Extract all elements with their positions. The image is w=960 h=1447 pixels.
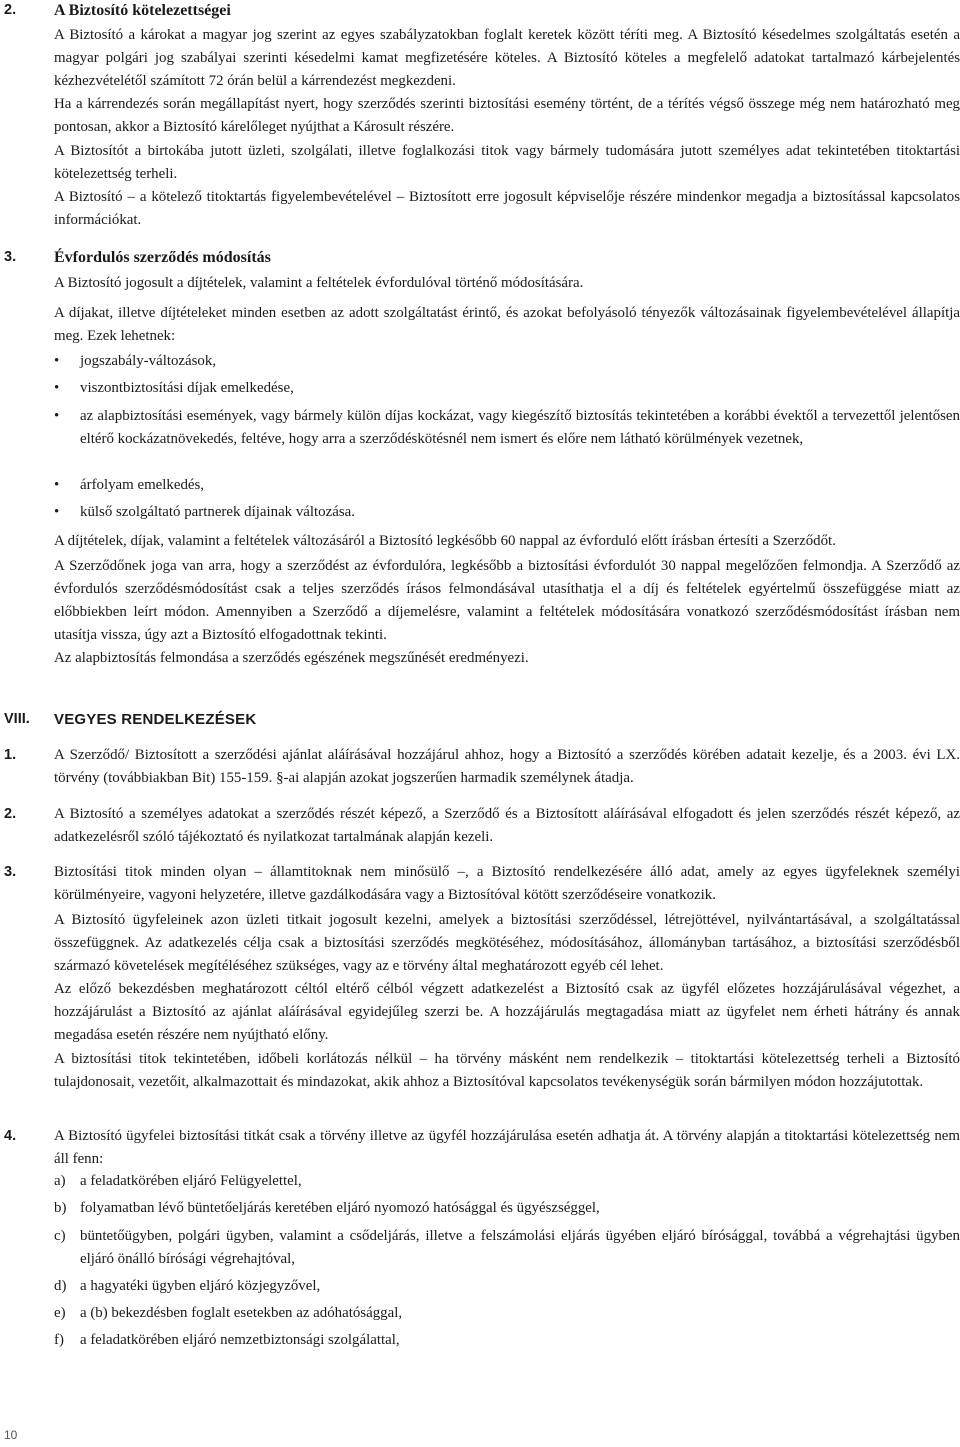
section-2-paragraph: A Biztosító – a kötelező titoktartás figyelembevételével – Biztosított erre jogosult képviselője részére mindenkor megadja a biztosítással kapcsolatos információkat. bbox=[54, 189, 960, 228]
list-item-text: árfolyam emelkedés, bbox=[80, 477, 205, 493]
list-item-text: külső szolgáltató partnerek díjainak változása. bbox=[80, 504, 355, 520]
list-item-label: f) bbox=[54, 1332, 64, 1348]
item-2-paragraph: A Biztosító a személyes adatokat a szerződés részét képező, a Szerződő és a Biztosított aláírásával elfogadott és jelen szerződés részét képező, az adatkezelésről szóló tájékoztató és nyilatkozat tartalmának alapján kezeli. bbox=[54, 806, 960, 845]
bullet-icon: • bbox=[54, 477, 60, 493]
bullet-icon: • bbox=[54, 408, 60, 424]
section-3-paragraph: A Biztosító jogosult a díjtételek, valamint a feltételek évfordulóval történő módosítására. bbox=[54, 275, 584, 291]
list-item-text: az alapbiztosítási események, vagy bármely külön díjas kockázat, vagy kiegészítő biztosítás tekintetében a korábbi évektől a tervezettől jelentősen eltérő kockázatnövekedés, feltéve, hogy arra a szerződéskötésnél nem ismert és előre nem látható körülmények vezetnek, bbox=[80, 408, 960, 447]
item-1-number: 1. bbox=[4, 747, 17, 763]
list-item-label: b) bbox=[54, 1200, 67, 1216]
section-3-paragraph: A Szerződőnek joga van arra, hogy a szerződést az évfordulóra, legkésőbb a biztosítási évfordulót 30 nappal megelőzően felmondja. A Szerződő az évfordulós szerződésmódosítást csak a teljes szerződés írásos felmondásával utasíthatja el a díj és feltételek egyértelmű összefüggése miatt az előbbiekben leírt módon. Amennyiben a Szerződő a díjemelésre, valamint a feltételek módosítására vonatkozó szerződésmódosítást írásban nem utasítja vissza, úgy azt a Biztosító elfogadottnak tekinti. bbox=[54, 558, 960, 643]
section-2-paragraph: A Biztosítót a birtokába jutott üzleti, szolgálati, illetve foglalkozási titok vagy bármely tudomására jutott személyes adat tekintetében titoktartási kötelezettség terheli. bbox=[54, 143, 960, 182]
bullet-icon: • bbox=[54, 380, 60, 396]
section-3-paragraph: A díjakat, illetve díjtételeket minden esetben az adott szolgáltatást érintő, és azokat befolyásoló tényezők változásainak figyelembevételével állapítja meg. Ezek lehetnek: bbox=[54, 305, 960, 344]
list-item-label: a) bbox=[54, 1173, 66, 1189]
item-1-paragraph: A Szerződő/ Biztosított a szerződési ajánlat aláírásával hozzájárul ahhoz, hogy a Biztosító a szerződés körében adatait kezelje, és a 2003. évi LX. törvény (továbbiakban Bit) 155-159. §-ai alapján azokat jogszerűen harmadik személynek átadja. bbox=[54, 747, 960, 786]
list-item-text: viszontbiztosítási díjak emelkedése, bbox=[80, 380, 294, 396]
item-4-number: 4. bbox=[4, 1128, 17, 1144]
section-2-number: 2. bbox=[4, 2, 17, 18]
section-2-paragraph: A Biztosító a károkat a magyar jog szerint az egyes szabályzatokban foglalt keretek között téríti meg. A Biztosító késedelmes szolgáltatás esetén a magyar polgári jog szabályai szerinti késedelmi kamat megfizetésére köteles. A Biztosító köteles a megfelelő adatokat tartalmazó kárbejelentés kézhezvételétől számított 72 órán belül a kárrendezést megkezdeni. bbox=[54, 27, 960, 89]
item-2-number: 2. bbox=[4, 806, 17, 822]
item-3-paragraph: Biztosítási titok minden olyan – államtitoknak nem minősülő –, a Biztosító rendelkezésére álló adat, amely az egyes ügyfeleknek személyi körülményeire, vagyoni helyzetére, illetve gazdálkodására vagy a Biztosítóval kötött szerződéseire vonatkozik. bbox=[54, 864, 960, 903]
chapter-viii-title: VEGYES RENDELKEZÉSEK bbox=[54, 711, 257, 728]
section-2-paragraph: Ha a kárrendezés során megállapítást nyert, hogy szerződés szerinti biztosítási esemény történt, de a térítés végső összege még nem határozható meg pontosan, akkor a Biztosító kárelőleget nyújthat a Károsult részére. bbox=[54, 96, 960, 135]
list-item-text: a feladatkörében eljáró nemzetbiztonsági szolgálattal, bbox=[80, 1332, 400, 1348]
section-2-title: A Biztosító kötelezettségei bbox=[54, 2, 231, 19]
list-item-label: c) bbox=[54, 1228, 66, 1244]
item-4-paragraph: A Biztosító ügyfelei biztosítási titkát csak a törvény illetve az ügyfél hozzájárulása esetén adhatja át. A törvény alapján a titoktartási kötelezettség nem áll fenn: bbox=[54, 1128, 960, 1167]
bullet-icon: • bbox=[54, 353, 60, 369]
section-3-paragraph: Az alapbiztosítás felmondása a szerződés egészének megszűnését eredményezi. bbox=[54, 650, 529, 666]
list-item-label: d) bbox=[54, 1278, 67, 1294]
chapter-viii-number: VIII. bbox=[4, 711, 30, 727]
list-item-text: a hagyatéki ügyben eljáró közjegyzővel, bbox=[80, 1278, 321, 1294]
page-number: 10 bbox=[4, 1428, 18, 1442]
section-3-number: 3. bbox=[4, 249, 17, 265]
item-3-paragraph: A biztosítási titok tekintetében, időbeli korlátozás nélkül – ha törvény másként nem rendelkezik – titoktartási kötelezettség terheli a Biztosító tulajdonosait, vezetőit, alkalmazottait és mindazokat, akik ahhoz a Biztosítóval kapcsolatos tevékenységük során bármilyen módon hozzájutottak. bbox=[54, 1051, 960, 1090]
list-item-text: a (b) bekezdésben foglalt esetekben az adóhatósággal, bbox=[80, 1305, 403, 1321]
section-3-paragraph: A díjtételek, díjak, valamint a feltételek változásáról a Biztosító legkésőbb 60 nappal az évforduló előtt írásban értesíti a Szerződőt. bbox=[54, 533, 836, 549]
bullet-icon: • bbox=[54, 504, 60, 520]
section-3-title: Évfordulós szerződés módosítás bbox=[54, 249, 271, 266]
list-item-text: a feladatkörében eljáró Felügyelettel, bbox=[80, 1173, 302, 1189]
list-item-text: büntetőügyben, polgári ügyben, valamint a csődeljárás, illetve a felszámolási eljárás ügyében eljáró bírósággal, továbbá a végrehajtási ügyben eljáró önálló bírósági végrehajtóval, bbox=[80, 1228, 960, 1267]
list-item-text: folyamatban lévő büntetőeljárás keretében eljáró nyomozó hatósággal és ügyészséggel, bbox=[80, 1200, 600, 1216]
list-item-label: e) bbox=[54, 1305, 66, 1321]
list-item-text: jogszabály-változások, bbox=[80, 353, 217, 369]
item-3-paragraph: A Biztosító ügyfeleinek azon üzleti titkait jogosult kezelni, amelyek a biztosítási szerződéssel, létrejöttével, nyilvántartásával, a szolgáltatással összefüggnek. Az adatkezelés célja csak a biztosítási szerződés megkötéséhez, módosításához, állományban tartásához, a biztosítási szerződésből származó követelések megítéléséhez szükséges, vagy az e törvény által meghatározott egyéb cél lehet. bbox=[54, 912, 960, 974]
item-3-paragraph: Az előző bekezdésben meghatározott céltól eltérő célból végzett adatkezelést a Biztosító csak az ügyfél előzetes hozzájárulásával végezhet, a hozzájárulást a Biztosító az ajánlat aláírásával egyidejűleg szerzi be. A hozzájárulás megtagadása miatt az ügyfelet nem érheti hátrány és annak megadása esetén részére nem nyújtható előny. bbox=[54, 981, 960, 1043]
item-3-number: 3. bbox=[4, 864, 17, 880]
